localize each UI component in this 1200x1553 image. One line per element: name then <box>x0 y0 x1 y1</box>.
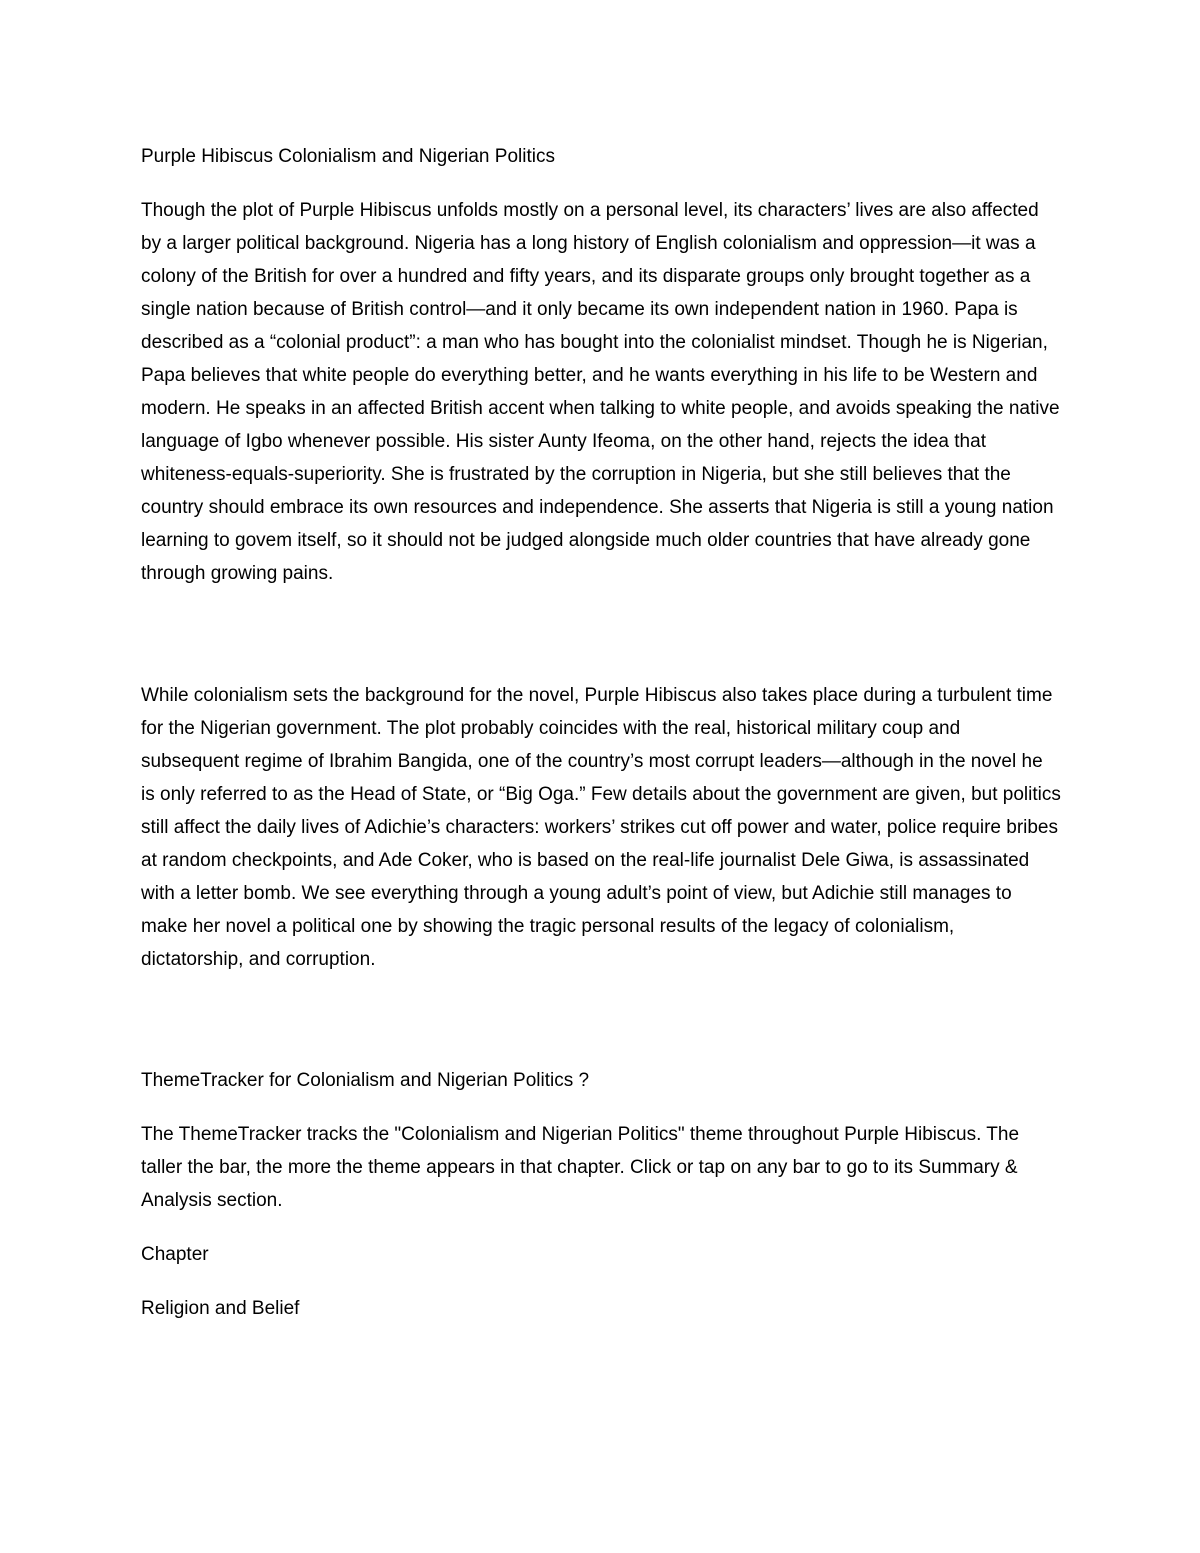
spacer <box>141 1097 1061 1118</box>
document-body <box>141 140 1061 1325</box>
paragraph-politics: While colonialism sets the background for the novel, Purple Hibiscus also takes place during a turbulent time for the Nigerian government. The plot probably coincides with the real, historical military coup and subsequent regime of Ibrahim Bangida, one of the country’s most corrupt leaders—although in the novel he is only referred to as the Head of State, or “Big Oga.” Few details about the government are given, but politics still affect the daily lives of Adichie’s characters: workers’ strikes cut off power and water, police require bribes at random checkpoints, and Ade Coker, who is based on the real-life journalist Dele Giwa, is assassinated with a letter bomb. We see everything through a young adult’s point of view, but Adichie still manages to make her novel a political one by showing the tragic personal results of the legacy of colonialism, dictatorship, and corruption. <box>141 685 1061 970</box>
themetracker-heading: ThemeTracker for Colonialism and Nigerian Politics ? <box>141 1070 590 1091</box>
theme-label: Religion and Belief <box>141 1298 300 1319</box>
spacer <box>141 976 1061 1044</box>
spacer <box>141 1044 1061 1064</box>
spacer <box>141 590 1061 658</box>
spacer <box>141 1271 1061 1292</box>
document-title: Purple Hibiscus Colonialism and Nigerian Politics <box>141 146 555 167</box>
spacer <box>141 1217 1061 1238</box>
spacer <box>141 173 1061 194</box>
paragraph-colonialism: Though the plot of Purple Hibiscus unfolds mostly on a personal level, its characters’ lives are also affected by a larger political background. Nigeria has a long history of English colonialism and oppression—it was a colony of the British for over a hundred and fifty years, and its disparate groups only brought together as a single nation because of British control—and it only became its own independent nation in 1960. Papa is described as a “colonial product”: a man who has bought into the colonialist mindset. Though he is Nigerian, Papa believes that white people do everything better, and he wants everything in his life to be Western and modern. He speaks in an affected British accent when talking to white people, and avoids speaking the native language of Igbo whenever possible. His sister Aunty Ifeoma, on the other hand, rejects the idea that whiteness-equals-superiority. She is frustrated by the corruption in Nigeria, but she still believes that the country should embrace its own resources and independence. She asserts that Nigeria is still a young nation learning to govem itself, so it should not be judged alongside much older countries that have already gone through growing pains. <box>141 200 1060 584</box>
spacer <box>141 658 1061 679</box>
chapter-label: Chapter <box>141 1244 209 1265</box>
themetracker-description: The ThemeTracker tracks the "Colonialism and Nigerian Politics" theme throughout Purple Hibiscus. The taller the bar, the more the theme appears in that chapter. Click or tap on any bar to go to its Summary & Analysis section. <box>141 1124 1020 1211</box>
